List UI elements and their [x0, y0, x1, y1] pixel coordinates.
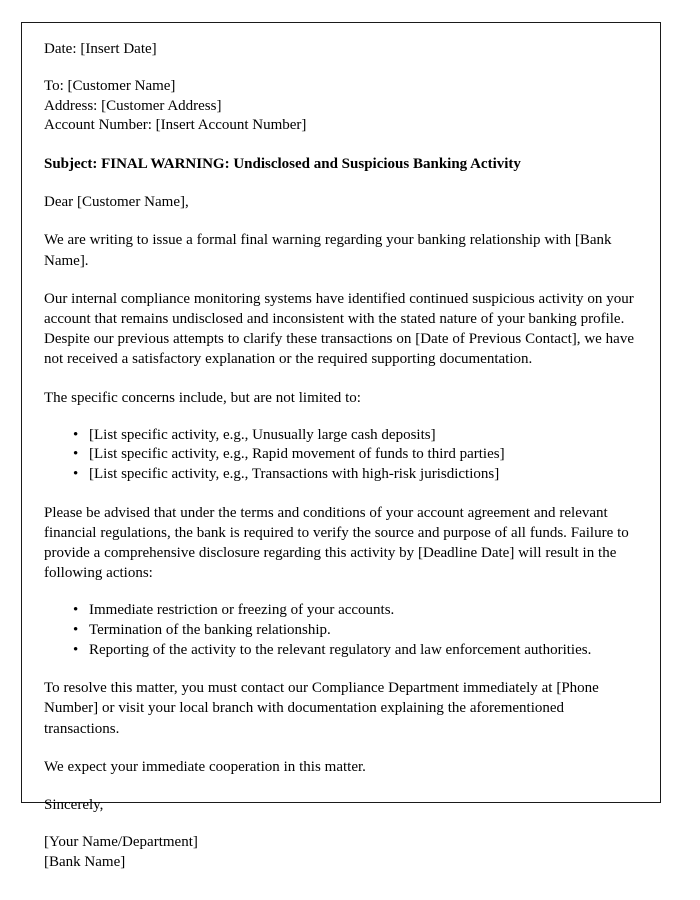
valediction: Sincerely,	[44, 797, 104, 813]
body-paragraph-5: We expect your immediate cooperation in this matter.	[44, 758, 366, 775]
body-paragraph-3: Please be advised that under the terms and conditions of your account agreement and relevant financial regulations, the bank is required to verify the source and purpose of all funds. Failure to provide a comprehensive disclosure regarding this activity by [Deadline Date] will result in the following actions:	[44, 504, 629, 582]
list-item	[44, 465, 642, 485]
date-line: Date: [Insert Date]	[44, 41, 157, 57]
body-paragraph-1: We are writing to issue a formal final warning regarding your banking relationship with [Bank Name].	[44, 232, 612, 269]
list-item-label: [List specific activity, e.g., Unusually large cash deposits]	[89, 426, 436, 443]
list-item	[44, 621, 642, 641]
list-item	[44, 445, 642, 465]
list-item	[44, 641, 642, 661]
concerns-intro: The specific concerns include, but are not limited to:	[44, 389, 361, 406]
recipient-address-line: Address: [Customer Address]	[44, 97, 222, 114]
signature-block	[44, 833, 642, 872]
actions-list	[44, 601, 642, 660]
list-item-label: [List specific activity, e.g., Rapid movement of funds to third parties]	[89, 446, 505, 463]
recipient-to-line: To: [Customer Name]	[44, 78, 176, 95]
list-item-label: Reporting of the activity to the relevant regulatory and law enforcement authorities.	[89, 641, 592, 658]
signature-bank-line: [Bank Name]	[44, 853, 126, 870]
letter-content	[44, 39, 642, 890]
list-item	[44, 601, 642, 621]
list-item	[44, 426, 642, 446]
body-paragraph-2: Our internal compliance monitoring systems have identified continued suspicious activity on your account that remains undisclosed and inconsistent with the stated nature of your banking profile. Despite our previous attempts to clarify these transactions on [Date of Previous Contact], we have not received a satisfactory explanation or the required supporting documentation.	[44, 290, 634, 368]
list-item-label: Immediate restriction or freezing of your accounts.	[89, 602, 395, 619]
recipient-block	[44, 77, 642, 136]
signature-name-line: [Your Name/Department]	[44, 834, 198, 851]
bullet-icon: •	[73, 602, 79, 619]
list-item-label: [List specific activity, e.g., Transactions with high-risk jurisdictions]	[89, 466, 500, 482]
letter-page	[21, 22, 661, 870]
bullet-icon: •	[73, 641, 79, 658]
bullet-icon: •	[73, 466, 79, 482]
subject-line: Subject: FINAL WARNING: Undisclosed and Suspicious Banking Activity	[44, 155, 521, 172]
bullet-icon: •	[73, 446, 79, 463]
salutation: Dear [Customer Name],	[44, 194, 189, 211]
list-item-label: Termination of the banking relationship.	[89, 622, 331, 638]
recipient-account-number-line: Account Number: [Insert Account Number]	[44, 117, 307, 134]
bullet-icon: •	[73, 622, 79, 638]
body-paragraph-4: To resolve this matter, you must contact our Compliance Department immediately at [Phone Number] or visit your local branch with documentation explaining the aforementioned transactions.	[44, 680, 599, 737]
concerns-list	[44, 426, 642, 485]
bullet-icon: •	[73, 426, 79, 443]
